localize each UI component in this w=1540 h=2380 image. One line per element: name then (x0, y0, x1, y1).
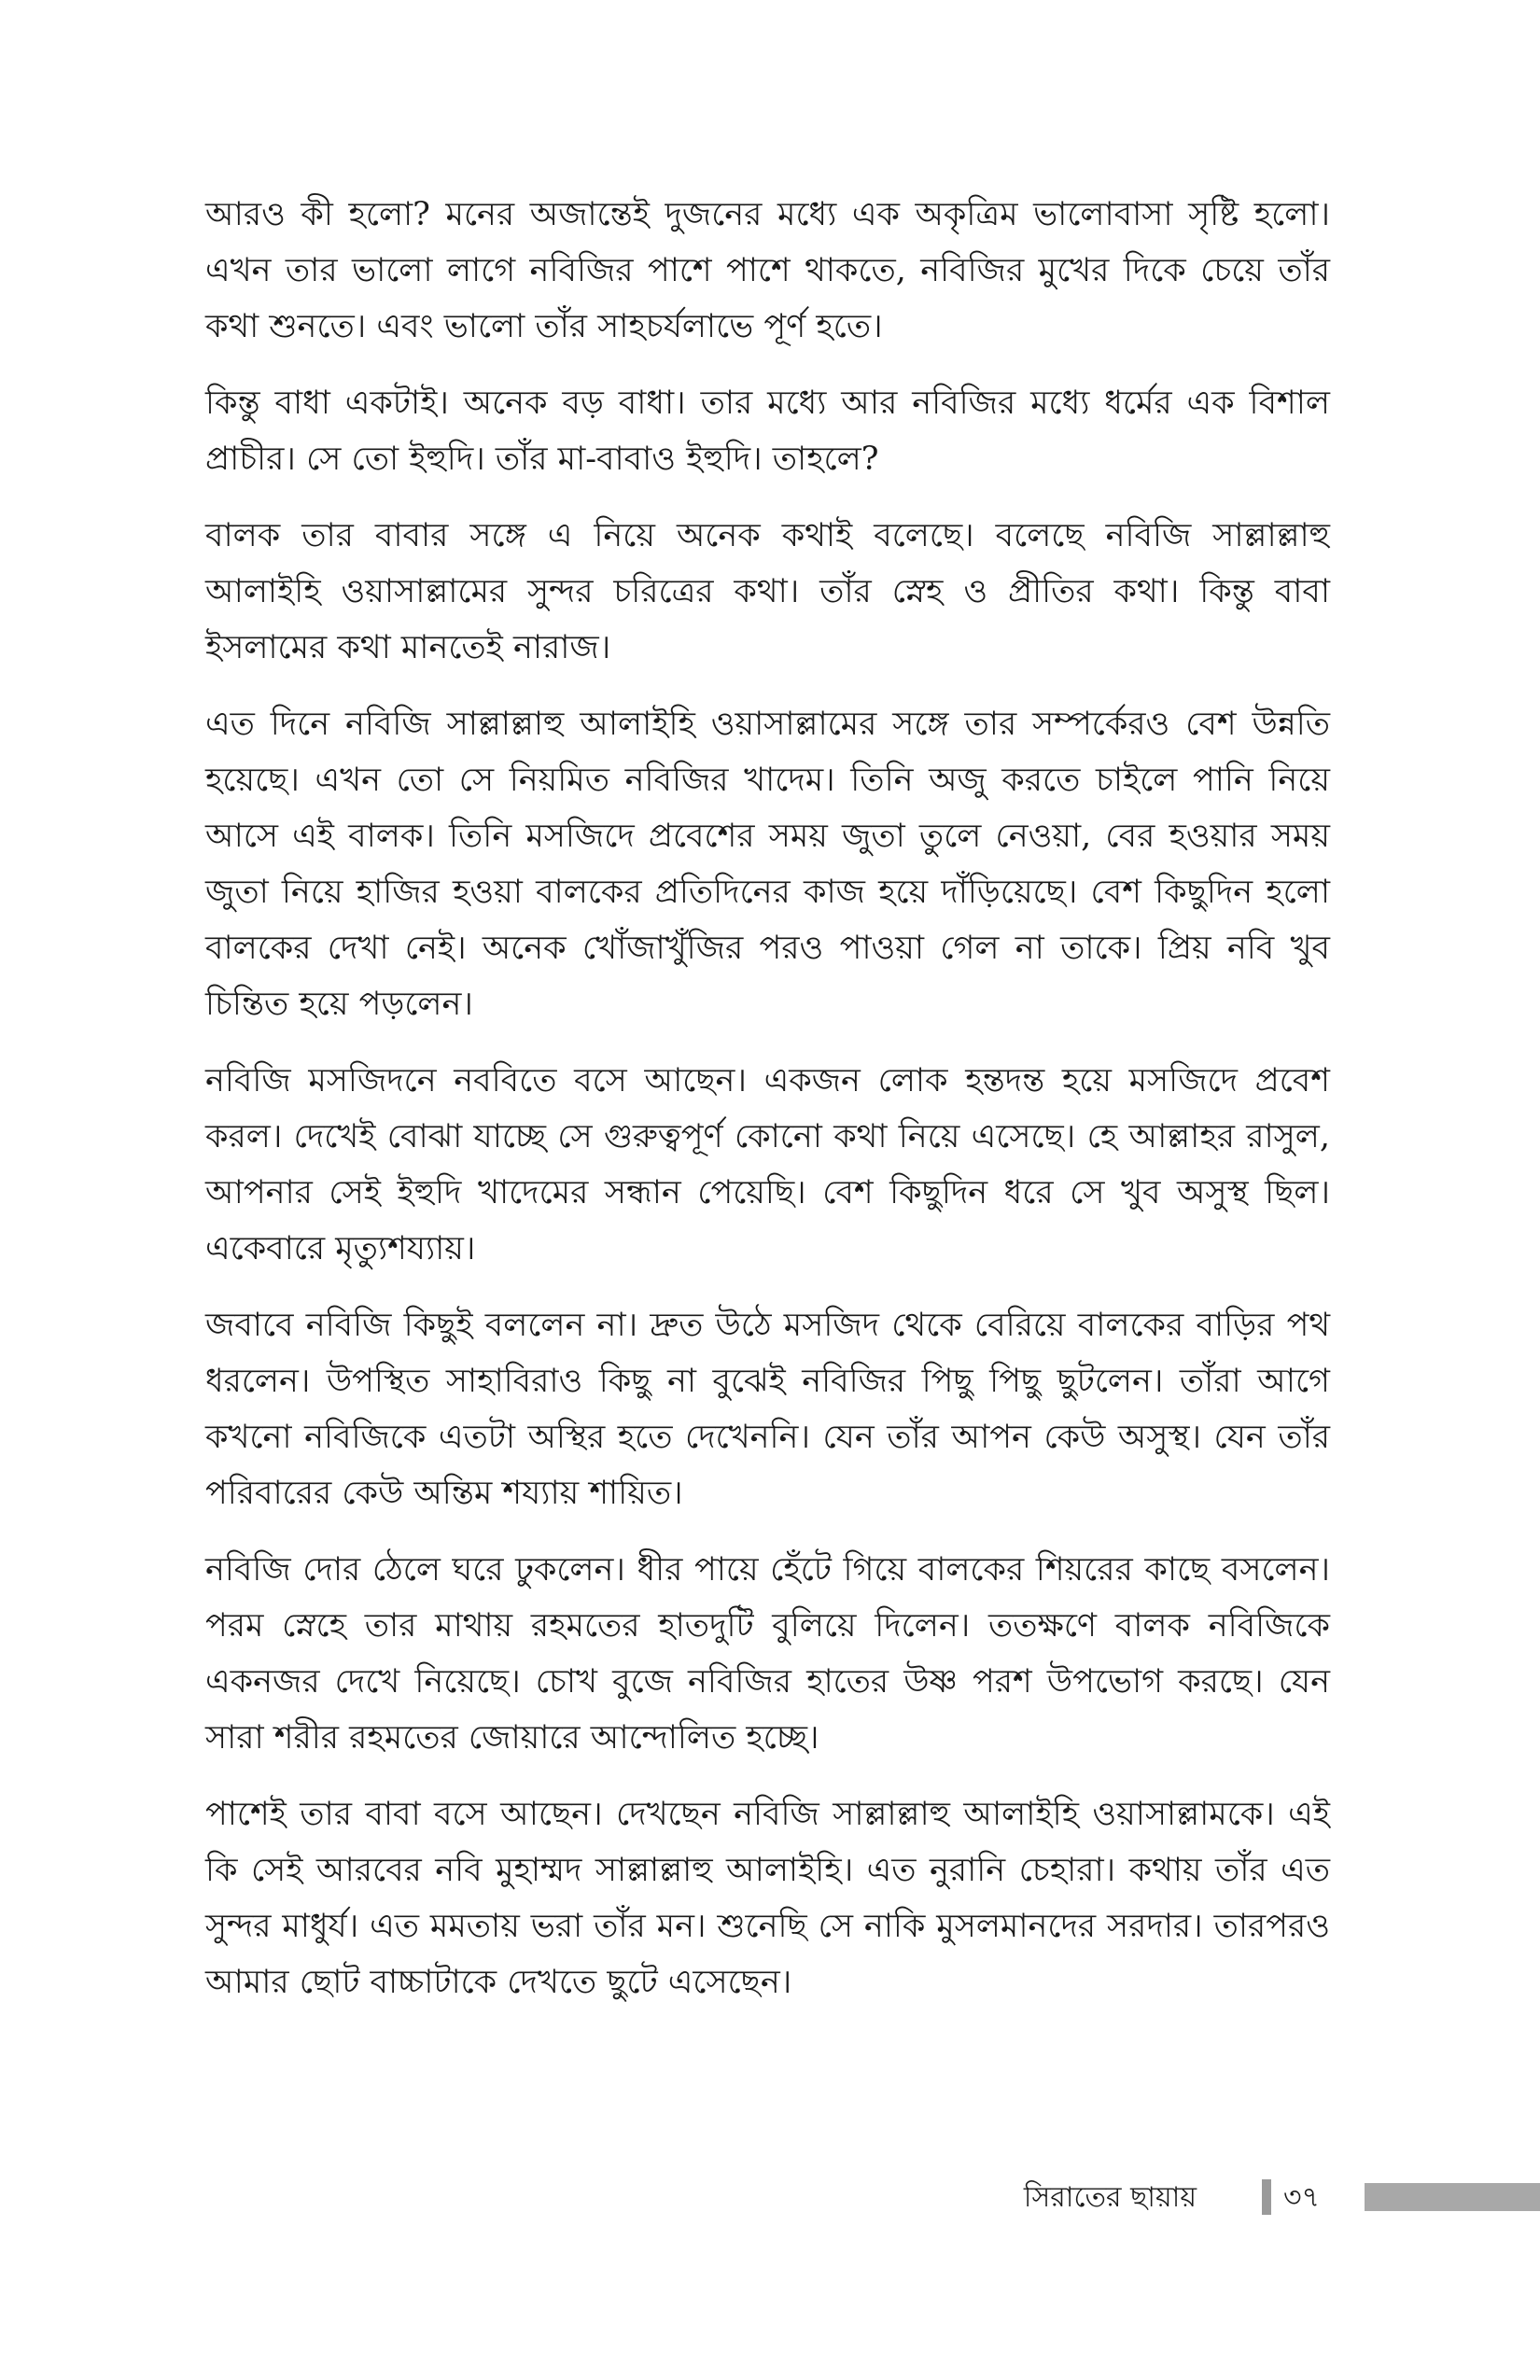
page-number: ৩৭ (1283, 2181, 1321, 2214)
paragraph: বালক তার বাবার সঙ্গে এ নিয়ে অনেক কথাই বলেছে। বলেছে নবিজি সাল্লাল্লাহু আলাইহি ওয়াসাল্লামের সুন্দর চরিত্রের কথা। তাঁর স্নেহ ও প্রীতির কথা। কিন্তু বাবা ইসলামের কথা মানতেই নারাজ। (205, 517, 1330, 666)
paragraph: নবিজি দোর ঠেলে ঘরে ঢুকলেন। ধীর পায়ে হেঁটে গিয়ে বালকের শিয়রের কাছে বসলেন। পরম স্নেহে তার মাথায় রহমতের হাতদুটি বুলিয়ে দিলেন। ততক্ষণে বালক নবিজিকে একনজর দেখে নিয়েছে। চোখ বুজে নবিজির হাতের উষ্ণ পরশ উপভোগ করছে। যেন সারা শরীর রহমতের জোয়ারে আন্দোলিত হচ্ছে। (205, 1551, 1330, 1757)
footer-divider (1262, 2179, 1271, 2215)
paragraph: কিন্তু বাধা একটাই। অনেক বড় বাধা। তার মধ্যে আর নবিজির মধ্যে ধর্মের এক বিশাল প্রাচীর। সে তো ইহুদি। তাঁর মা-বাবাও ইহুদি। তাহলে? (205, 385, 1330, 478)
paragraph: নবিজি মসজিদনে নববিতে বসে আছেন। একজন লোক হন্তদন্ত হয়ে মসজিদে প্রবেশ করল। দেখেই বোঝা যাচ্ছে সে গুরুত্বপূর্ণ কোনো কথা নিয়ে এসেছে। হে আল্লাহর রাসুল, আপনার সেই ইহুদি খাদেমের সন্ধান পেয়েছি। বেশ কিছুদিন ধরে সে খুব অসুস্থ ছিল। একেবারে মৃত্যুশয্যায়। (205, 1062, 1330, 1267)
running-title: সিরাতের ছায়ায় (1023, 2181, 1197, 2214)
footer-decorative-bar (1365, 2183, 1540, 2211)
paragraph: জবাবে নবিজি কিছুই বললেন না। দ্রুত উঠে মসজিদ থেকে বেরিয়ে বালকের বাড়ির পথ ধরলেন। উপস্থিত সাহাবিরাও কিছু না বুঝেই নবিজির পিছু পিছু ছুটলেন। তাঁরা আগে কখনো নবিজিকে এতটা অস্থির হতে দেখেননি। যেন তাঁর আপন কেউ অসুস্থ। যেন তাঁর পরিবারের কেউ অন্তিম শয্যায় শায়িত। (205, 1307, 1330, 1512)
paragraph: আরও কী হলো? মনের অজান্তেই দুজনের মধ্যে এক অকৃত্রিম ভালোবাসা সৃষ্টি হলো। এখন তার ভালো লাগে নবিজির পাশে পাশে থাকতে, নবিজির মুখের দিকে চেয়ে তাঁর কথা শুনতে। এবং ভালো তাঁর সাহচর্যলাভে পূর্ণ হতে। (205, 196, 1330, 345)
page-footer (0, 2179, 1540, 2217)
paragraph: এত দিনে নবিজি সাল্লাল্লাহু আলাইহি ওয়াসাল্লামের সঙ্গে তার সম্পর্কেরও বেশ উন্নতি হয়েছে। এখন তো সে নিয়মিত নবিজির খাদেম। তিনি অজু করতে চাইলে পানি নিয়ে আসে এই বালক। তিনি মসজিদে প্রবেশের সময় জুতা তুলে নেওয়া, বের হওয়ার সময় জুতা নিয়ে হাজির হওয়া বালকের প্রতিদিনের কাজ হয়ে দাঁড়িয়েছে। বেশ কিছুদিন হলো বালকের দেখা নেই। অনেক খোঁজাখুঁজির পরও পাওয়া গেল না তাকে। প্রিয় নবি খুব চিন্তিত হয়ে পড়লেন। (205, 706, 1330, 1023)
page-body (205, 187, 1330, 2031)
paragraph: পাশেই তার বাবা বসে আছেন। দেখছেন নবিজি সাল্লাল্লাহু আলাইহি ওয়াসাল্লামকে। এই কি সেই আরবের নবি মুহাম্মদ সাল্লাল্লাহু আলাইহি। এত নুরানি চেহারা। কথায় তাঁর এত সুন্দর মাধুর্য। এত মমতায় ভরা তাঁর মন। শুনেছি সে নাকি মুসলমানদের সরদার। তারপরও আমার ছোট বাচ্চাটাকে দেখতে ছুটে এসেছেন। (205, 1796, 1330, 2001)
